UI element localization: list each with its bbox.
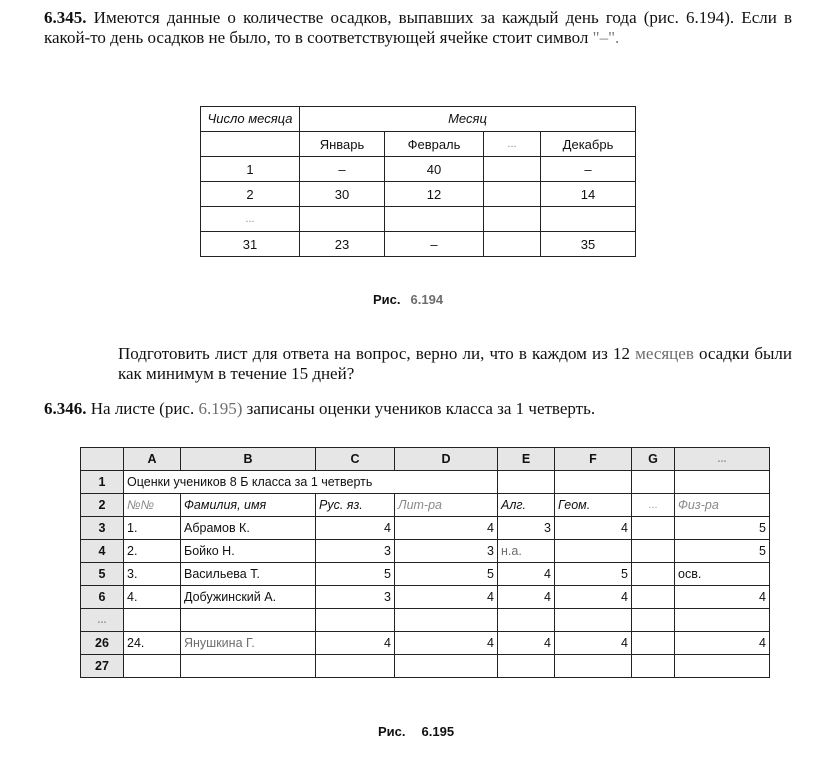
table-cell — [385, 207, 484, 232]
table-cell — [484, 207, 541, 232]
table-cell: 4 — [395, 632, 498, 655]
column-header: ... — [675, 448, 770, 471]
table-cell: ... — [201, 207, 300, 232]
table-cell: 2. — [124, 540, 181, 563]
header-cell: Фамилия, имя — [181, 494, 316, 517]
question-text: Подготовить лист для ответа на вопрос, верно ли, что в каждом из 12 — [118, 344, 630, 363]
table-cell: 3 — [395, 540, 498, 563]
table-cell: 1. — [124, 517, 181, 540]
row-header: 5 — [81, 563, 124, 586]
table-cell: 40 — [385, 157, 484, 182]
row-header: 3 — [81, 517, 124, 540]
month-cell: Декабрь — [541, 132, 636, 157]
table-cell — [498, 471, 555, 494]
table-cell: 4 — [555, 632, 632, 655]
table-cell — [395, 655, 498, 678]
header-cell: Геом. — [555, 494, 632, 517]
table-cell: 4 — [395, 517, 498, 540]
table-row — [81, 563, 770, 586]
month-cell: ... — [484, 132, 541, 157]
table-cell: Бойко Н. — [181, 540, 316, 563]
table-cell — [675, 655, 770, 678]
table-cell — [498, 609, 555, 632]
caption-number: 6.194 — [410, 292, 444, 307]
table-cell: Добужинский А. — [181, 586, 316, 609]
table-cell — [632, 609, 675, 632]
table-cell — [541, 207, 636, 232]
column-header: D — [395, 448, 498, 471]
table-cell — [201, 132, 300, 157]
month-header: Месяц — [300, 107, 636, 132]
column-header: G — [632, 448, 675, 471]
table-row — [81, 632, 770, 655]
table-cell — [316, 655, 395, 678]
table-cell: 35 — [541, 232, 636, 257]
table-cell: Васильева Т. — [181, 563, 316, 586]
column-header-row — [81, 448, 770, 471]
question-text: осадки были как минимум в течение 15 дней? — [118, 344, 793, 383]
table-cell: 4 — [555, 586, 632, 609]
table-cell: 4 — [498, 632, 555, 655]
table-cell: 3. — [124, 563, 181, 586]
caption-prefix: Рис. — [373, 292, 401, 307]
table-cell — [124, 655, 181, 678]
sheet-title-cell: Оценки учеников 8 Б класса за 1 четверть — [124, 471, 498, 494]
problem-6346-text — [44, 399, 792, 419]
table-cell — [632, 540, 675, 563]
table-cell: 4 — [675, 632, 770, 655]
table-cell: 4 — [675, 586, 770, 609]
problem-body: Имеются данные о количестве осадков, выпавших за каждый день года (рис. 6.194). Если в какой-то день осадков не было, то в соответствующей ячейке стоит символ — [44, 8, 793, 47]
table-cell: Абрамов К. — [181, 517, 316, 540]
header-cell: Алг. — [498, 494, 555, 517]
dash-symbol: "–". — [592, 28, 620, 47]
row-header: 6 — [81, 586, 124, 609]
month-cell: Январь — [300, 132, 385, 157]
header-cell: №№ — [124, 494, 181, 517]
table-cell: 12 — [385, 182, 484, 207]
table-cell: – — [541, 157, 636, 182]
table-row — [201, 232, 636, 257]
table-cell: 30 — [300, 182, 385, 207]
month-cell: Февраль — [385, 132, 484, 157]
header-cell: Физ-ра — [675, 494, 770, 517]
table-cell: 3 — [498, 517, 555, 540]
corner-cell — [81, 448, 124, 471]
table-cell: 3 — [316, 586, 395, 609]
table-cell — [555, 540, 632, 563]
row-header: 2 — [81, 494, 124, 517]
table-cell — [484, 182, 541, 207]
table-cell: 24. — [124, 632, 181, 655]
table-cell: – — [385, 232, 484, 257]
problem-body: На листе (рис. — [90, 399, 195, 418]
table-row — [201, 182, 636, 207]
row-header: 27 — [81, 655, 124, 678]
table-cell — [124, 609, 181, 632]
table-cell — [632, 563, 675, 586]
table-cell: 31 — [201, 232, 300, 257]
table-row — [81, 655, 770, 678]
problem-body: записаны оценки учеников класса за 1 четверть. — [246, 399, 596, 418]
day-header: Число месяца — [201, 107, 300, 132]
row-header: 4 — [81, 540, 124, 563]
table-cell: 5 — [555, 563, 632, 586]
table-cell: 4 — [316, 632, 395, 655]
table-cell: 14 — [541, 182, 636, 207]
table-cell: 5 — [675, 540, 770, 563]
table-cell: 4 — [498, 586, 555, 609]
table-cell — [181, 655, 316, 678]
problem-number: 6.346. — [44, 399, 87, 418]
table-cell — [632, 471, 675, 494]
table-cell — [555, 655, 632, 678]
table-row — [81, 517, 770, 540]
problem-6345-text — [44, 8, 792, 48]
table-cell — [632, 586, 675, 609]
table-cell — [675, 609, 770, 632]
table-cell — [395, 609, 498, 632]
grades-spreadsheet — [80, 447, 770, 678]
table-row — [81, 494, 770, 517]
table-cell: 3 — [316, 540, 395, 563]
row-header: ... — [81, 609, 124, 632]
table-cell: н.а. — [498, 540, 555, 563]
question-highlight: месяцев — [635, 344, 694, 363]
figure-caption-6195 — [378, 724, 454, 739]
table-cell: 4 — [555, 517, 632, 540]
table-cell — [300, 207, 385, 232]
table-cell: 5 — [395, 563, 498, 586]
table-row — [201, 157, 636, 182]
row-header: 26 — [81, 632, 124, 655]
table-row — [81, 540, 770, 563]
table-cell — [632, 655, 675, 678]
table-row — [201, 207, 636, 232]
table-row — [81, 471, 770, 494]
column-header: C — [316, 448, 395, 471]
problem-6345-question — [118, 344, 792, 384]
table-cell: 5 — [675, 517, 770, 540]
table-cell: 1 — [201, 157, 300, 182]
table-cell: 4 — [395, 586, 498, 609]
row-header: 1 — [81, 471, 124, 494]
table-cell: 4 — [498, 563, 555, 586]
column-header: B — [181, 448, 316, 471]
table-cell — [484, 232, 541, 257]
table-cell: осв. — [675, 563, 770, 586]
precipitation-table — [200, 106, 636, 257]
caption-prefix: Рис. — [378, 724, 406, 739]
table-cell: 23 — [300, 232, 385, 257]
caption-number: 6.195 — [421, 724, 455, 739]
column-header: E — [498, 448, 555, 471]
figure-ref: 6.195) — [198, 399, 243, 418]
table-cell: Янушкина Г. — [181, 632, 316, 655]
table-cell: – — [300, 157, 385, 182]
column-header: F — [555, 448, 632, 471]
header-cell: ... — [632, 494, 675, 517]
table-cell — [632, 517, 675, 540]
column-header: A — [124, 448, 181, 471]
table-cell — [484, 157, 541, 182]
table-cell — [555, 609, 632, 632]
table-row — [81, 586, 770, 609]
table-cell: 4. — [124, 586, 181, 609]
table-cell: 2 — [201, 182, 300, 207]
figure-caption-6194 — [373, 292, 443, 307]
table-cell — [632, 632, 675, 655]
table-cell — [555, 471, 632, 494]
table-row — [81, 609, 770, 632]
table-cell — [675, 471, 770, 494]
table-cell — [181, 609, 316, 632]
header-cell: Рус. яз. — [316, 494, 395, 517]
problem-number: 6.345. — [44, 8, 87, 27]
table-cell: 4 — [316, 517, 395, 540]
table-cell: 5 — [316, 563, 395, 586]
table-cell — [498, 655, 555, 678]
header-cell: Лит-ра — [395, 494, 498, 517]
table-cell — [316, 609, 395, 632]
